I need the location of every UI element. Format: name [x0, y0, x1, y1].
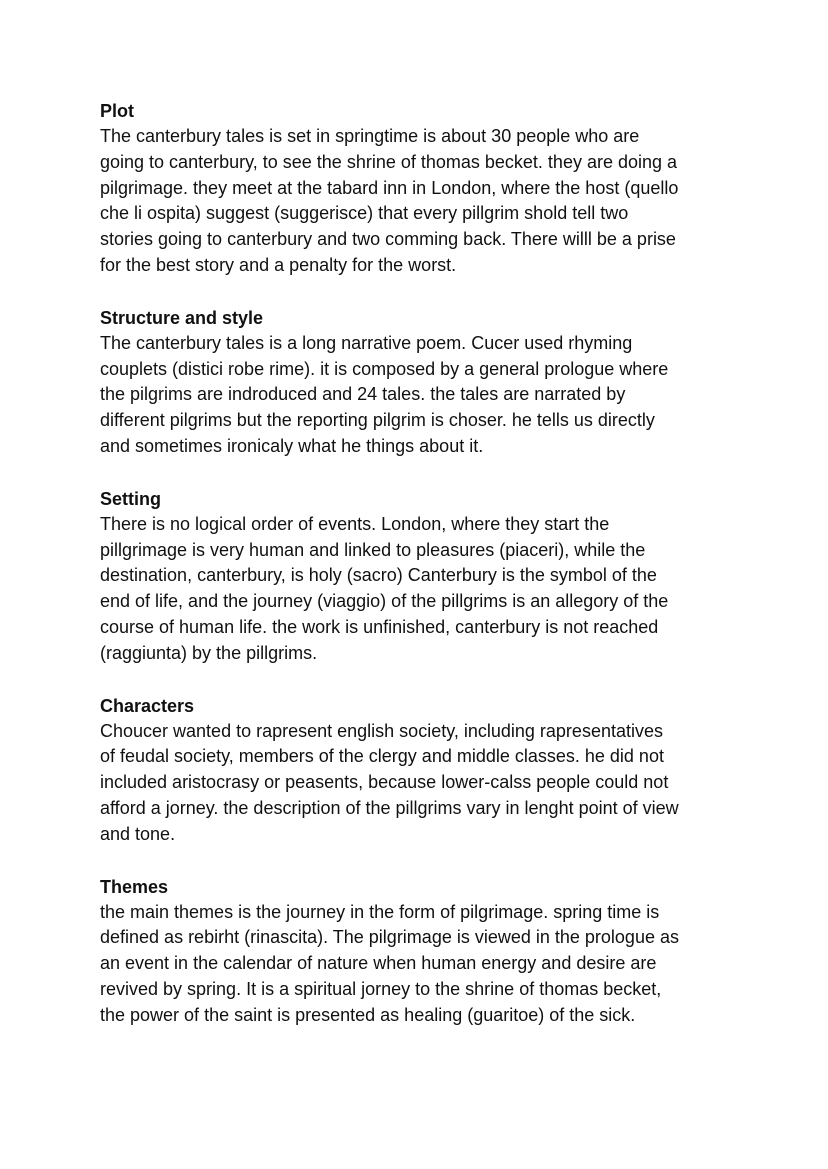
paragraph-line: course of human life. the work is unfinished, canterbury is not reached — [100, 616, 659, 637]
paragraph-line: and sometimes ironicaly what he things about it. — [100, 435, 484, 456]
paragraph-line: che li ospita) suggest (suggerisce) that every pillgrim shold tell two — [100, 203, 629, 224]
section-setting — [100, 486, 740, 667]
paragraph-line: defined as rebirht (rinascita). The pilgrimage is viewed in the prologue as — [100, 927, 679, 948]
paragraph-line: The canterbury tales is a long narrative poem. Cucer used rhyming — [100, 332, 633, 353]
paragraph-line: The canterbury tales is set in springtime is about 30 people who are — [100, 126, 640, 146]
paragraph-line: included aristocrasy or peasents, because lower-calss people could not — [100, 772, 669, 793]
section-heading: Setting — [100, 488, 161, 509]
section-heading: Plot — [100, 101, 134, 121]
section-characters — [100, 693, 740, 848]
paragraph-line: pilgrimage. they meet at the tabard inn in London, where the host (quello — [100, 177, 679, 198]
section-heading: Structure and style — [100, 307, 264, 328]
paragraph-line: revived by spring. It is a spiritual jorney to the shrine of thomas becket, — [100, 978, 662, 999]
paragraph-line: an event in the calendar of nature when human energy and desire are — [100, 953, 657, 974]
paragraph-line: pillgrimage is very human and linked to pleasures (piaceri), while the — [100, 539, 646, 560]
section-themes — [100, 874, 740, 1029]
paragraph-line: the power of the saint is presented as healing (guaritoe) of the sick. — [100, 1004, 636, 1025]
paragraph-line: for the best story and a penalty for the worst. — [100, 254, 457, 275]
paragraph-line: end of life, and the journey (viaggio) of the pillgrims is an allegory of the — [100, 591, 669, 612]
paragraph-line: different pilgrims but the reporting pilgrim is choser. he tells us directly — [100, 410, 655, 431]
document-content — [100, 98, 740, 1029]
paragraph-line: couplets (distici robe rime). it is composed by a general prologue where — [100, 358, 669, 379]
paragraph-line: There is no logical order of events. London, where they start the — [100, 513, 610, 534]
paragraph-line: the pilgrims are indroduced and 24 tales. the tales are narrated by — [100, 384, 626, 405]
section-plot — [100, 98, 740, 279]
paragraph-line: going to canterbury, to see the shrine of thomas becket. they are doing a — [100, 151, 678, 172]
paragraph-line: stories going to canterbury and two comming back. There willl be a prise — [100, 229, 676, 250]
section-heading: Themes — [100, 876, 169, 897]
paragraph-line: (raggiunta) by the pillgrims. — [100, 642, 318, 663]
paragraph-line: Choucer wanted to rapresent english society, including rapresentatives — [100, 720, 663, 741]
paragraph-line: afford a jorney. the description of the pillgrims vary in lenght point of view — [100, 797, 679, 818]
paragraph-line: and tone. — [100, 823, 176, 844]
paragraph-line: destination, canterbury, is holy (sacro) Canterbury is the symbol of the — [100, 565, 657, 586]
paragraph-line: of feudal society, members of the clergy and middle classes. he did not — [100, 746, 664, 767]
paragraph-line: the main themes is the journey in the form of pilgrimage. spring time is — [100, 901, 660, 922]
section-structure-and-style — [100, 305, 740, 460]
section-heading: Characters — [100, 695, 195, 716]
